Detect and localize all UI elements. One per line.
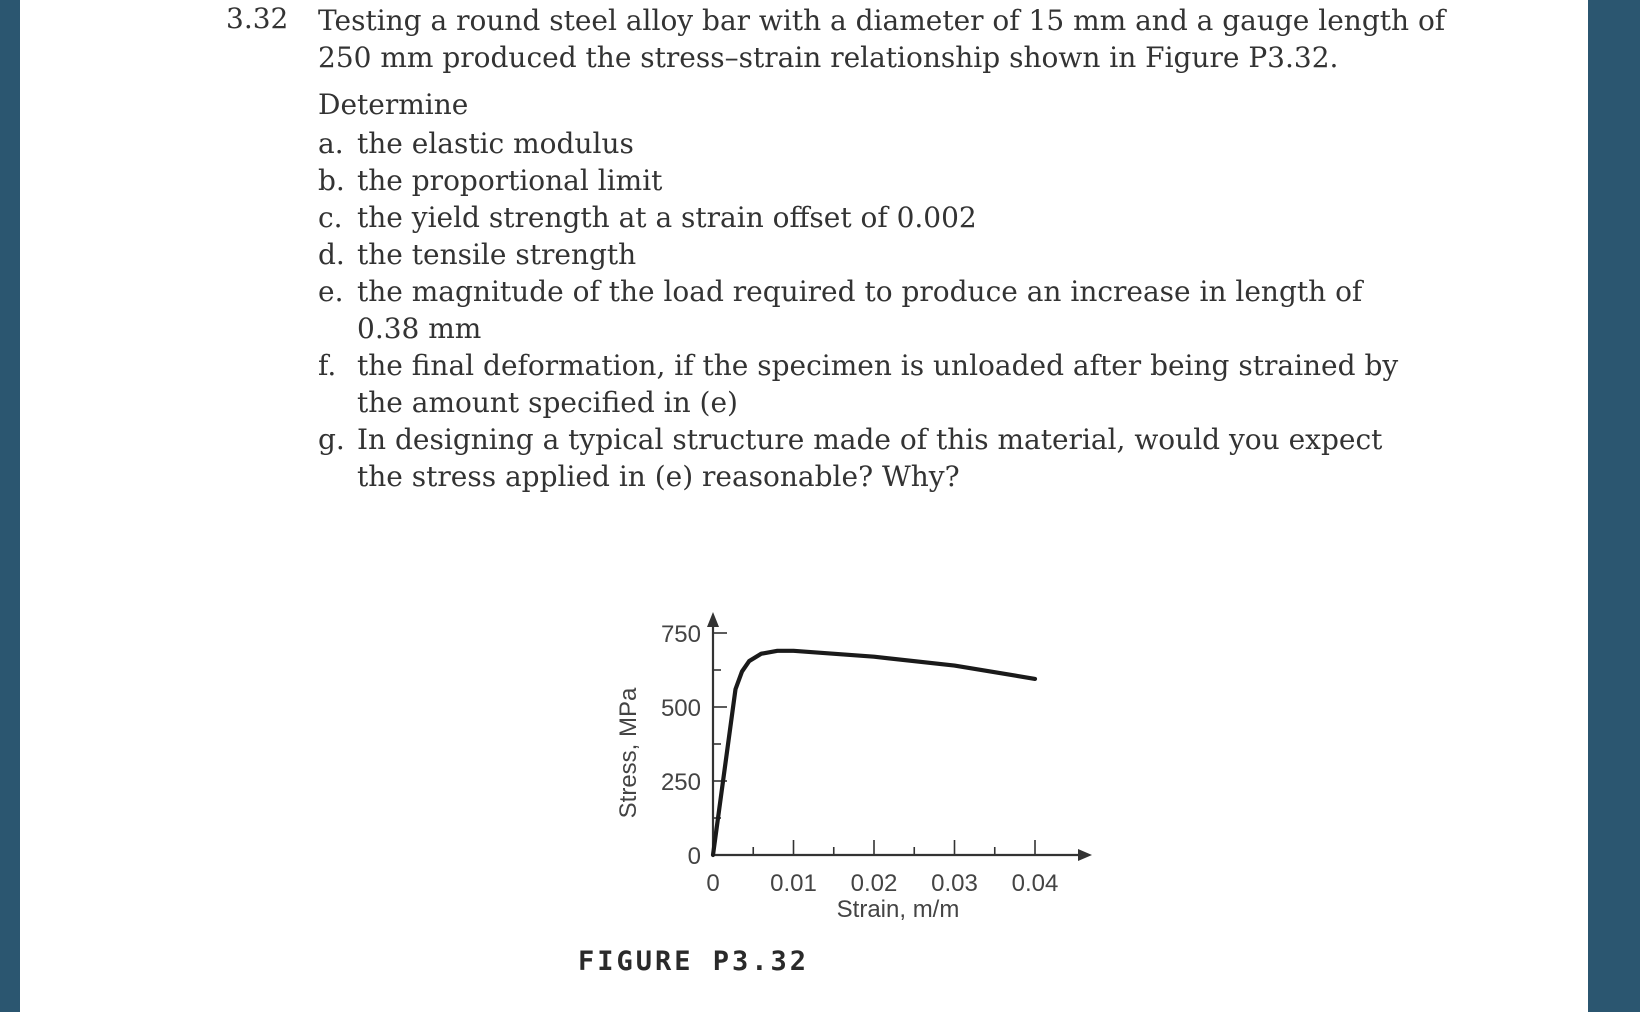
item-text: the tensile strength [357, 238, 637, 271]
item-text: the magnitude of the load required to produce an increase in length of [357, 275, 1363, 308]
x-tick-label: 0.02 [850, 870, 898, 897]
item-text: In designing a typical structure made of this material, would you expect [357, 423, 1383, 456]
x-tick-label: 0.03 [931, 870, 978, 897]
item-letter: b. [318, 164, 345, 197]
item-text: the final deformation, if the specimen is unloaded after being strained by [357, 349, 1399, 382]
y-tick-label: 750 [660, 621, 701, 648]
item-letter: c. [318, 201, 343, 234]
y-tick-label: 0 [687, 843, 701, 870]
stress-strain-curve [713, 651, 1035, 855]
item-text-continued: 0.38 mm [357, 312, 482, 345]
x-axis-arrow [1078, 849, 1092, 861]
item-letter: e. [318, 275, 344, 308]
item-letter: g. [318, 423, 345, 456]
y-tick-label: 250 [660, 769, 701, 796]
y-axis-arrow [707, 612, 719, 627]
y-tick-label: 500 [660, 695, 701, 722]
x-tick-label: 0.04 [1011, 870, 1059, 897]
x-axis-label: Strain, m/m [836, 896, 960, 923]
chart-axes [707, 612, 1092, 861]
item-letter: d. [318, 238, 345, 271]
chart-series [713, 651, 1035, 855]
item-text-continued: the stress applied in (e) reasonable? Why? [357, 460, 960, 493]
x-tick-label: 0.01 [770, 870, 817, 897]
item-text: the yield strength at a strain offset of 0.002 [357, 201, 977, 234]
problem-number: 3.32 [226, 2, 289, 35]
item-letter: f. [318, 349, 337, 382]
determine-label: Determine [318, 88, 469, 121]
item-text: the elastic modulus [357, 127, 634, 160]
item-letter: a. [318, 127, 344, 160]
x-tick-label: 0 [706, 870, 720, 897]
item-text-continued: the amount specified in (e) [357, 386, 738, 419]
statement-line-1: Testing a round steel alloy bar with a diameter of 15 mm and a gauge length of [318, 4, 1446, 37]
item-text: the proportional limit [357, 164, 663, 197]
statement-line-2: 250 mm produced the stress–strain relationship shown in Figure P3.32. [318, 41, 1339, 74]
figure-caption: FIGURE P3.32 [578, 946, 810, 977]
y-axis-label: Stress, MPa [615, 687, 642, 819]
chart-ticks [713, 633, 1035, 855]
